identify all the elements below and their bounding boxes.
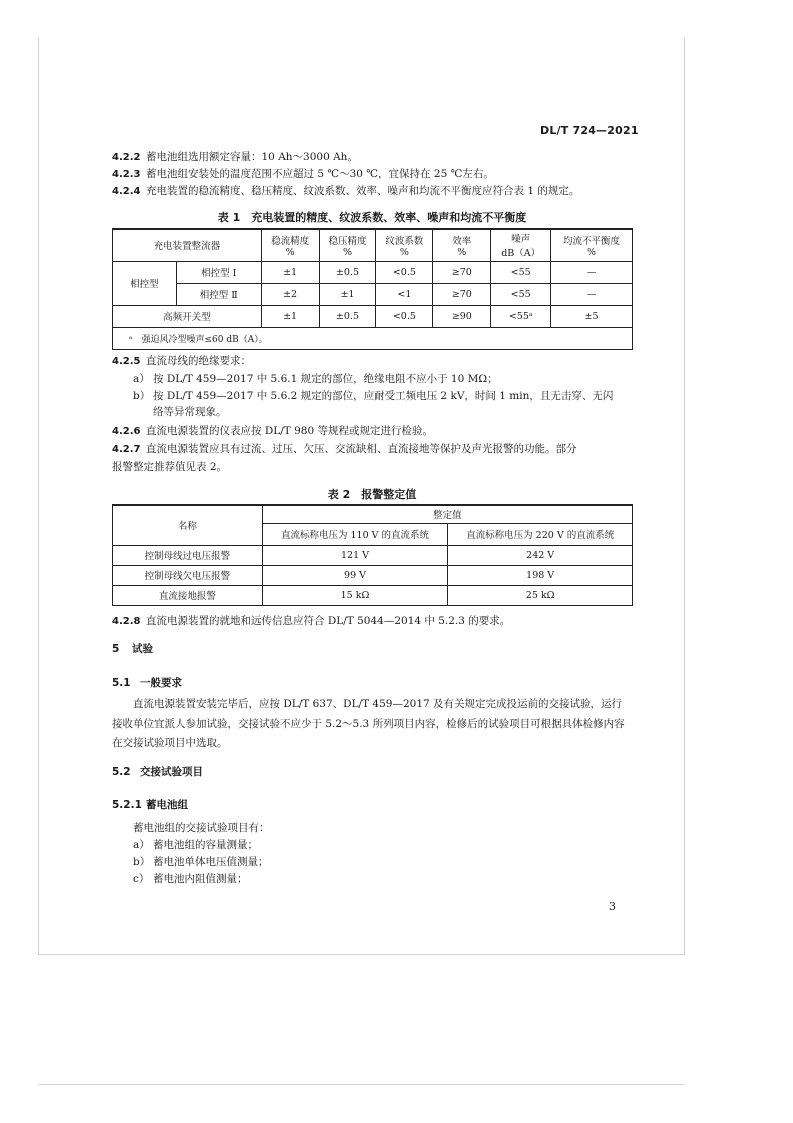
table1-footnote-row — [113, 327, 633, 349]
table1-header-rectifier: 充电装置整流器 — [113, 229, 262, 261]
section-5-2-1-heading: 5.2.1 蓄电池组 — [112, 799, 188, 811]
page-border-left — [38, 38, 39, 955]
table1-footnote: ᵃ 强迫风冷型噪声≤60 dB（A）。 — [113, 327, 633, 349]
section-5-1-paragraph: 直流电源装置安装完毕后，应按 DL/T 637、DL/T 459—2017 及有关规定完成投运前的交接试验，运行接收单位宜派人参加试验，交接试验不应少于 5.2～5.3 所列项目内容，检修后的试验项目可根据具体检修内容在交接试验项目中选取。 — [112, 698, 625, 749]
table-row: 控制母线过电压报警 121 V 242 V — [113, 545, 633, 565]
table1-header-col: 噪声 dB（A） — [491, 229, 551, 261]
table1-header-row — [113, 229, 633, 261]
list-item: b） 按 DL/T 459—2017 中 5.6.2 规定的部位，应耐受工频电压 2 kV，时间 1 min，且无击穿、无闪 — [133, 390, 614, 402]
clause-4-2-3: 4.2.3 蓄电池组安装处的温度范围不应超过 5 ℃～30 ℃，宜保持在 25 ℃左右。 — [112, 168, 494, 180]
page-border-right — [684, 38, 685, 955]
list-item: a） 按 DL/T 459—2017 中 5.6.1 规定的部位，绝缘电阻不应小于 10 MΩ； — [133, 373, 498, 385]
list-item: b） 蓄电池单体电压值测量； — [133, 856, 269, 868]
clause-4-2-5: 4.2.5 直流母线的绝缘要求： — [112, 355, 251, 367]
list-item: c） 蓄电池内阻值测量； — [133, 873, 248, 885]
table2-header-name: 名称 — [113, 505, 263, 545]
clause-4-2-8: 4.2.8 直流电源装置的就地和远传信息应符合 DL/T 5044—2014 中 5.2.3 的要求。 — [112, 615, 511, 627]
table1 — [112, 228, 633, 350]
table-row: 直流接地报警 15 kΩ 25 kΩ — [113, 585, 633, 605]
table2-header-setting: 整定值 — [262, 505, 632, 523]
clause-4-2-6: 4.2.6 直流电源装置的仪表应按 DL/T 980 等规程或规定进行检验。 — [112, 425, 433, 437]
table-row: 相控型 Ⅱ ±2 ±1 <1 ≥70 <55 — — [113, 283, 633, 305]
list-item-continuation: 络等异常现象。 — [153, 406, 227, 418]
table1-header-col: 均流不平衡度 % — [551, 229, 633, 261]
table1-header-col: 效率 % — [433, 229, 491, 261]
clause-4-2-7-continuation: 报警整定推荐值见表 2。 — [112, 461, 228, 473]
page-border-bottom — [38, 954, 685, 955]
section-5-heading: 5 试验 — [112, 643, 153, 655]
document-code: DL/T 724—2021 — [540, 124, 639, 137]
table1-header-col: 稳流精度 % — [261, 229, 319, 261]
table-row: 控制母线欠电压报警 99 V 198 V — [113, 565, 633, 585]
table-row: 高频开关型 ±1 ±0.5 <0.5 ≥90 <55ᵃ ±5 — [113, 305, 633, 327]
table2-header-110: 直流标称电压为 110 V 的直流系统 — [262, 523, 448, 545]
table-row: 相控型 相控型 Ⅰ ±1 ±0.5 <0.5 ≥70 <55 — — [113, 261, 633, 283]
table1-group-label: 相控型 — [113, 261, 177, 305]
table1-header-col: 纹波系数 % — [376, 229, 433, 261]
table1-header-col: 稳压精度 % — [319, 229, 376, 261]
table2-header-row — [113, 505, 633, 523]
page-number: 3 — [609, 900, 616, 913]
table2 — [112, 504, 633, 606]
table1-caption: 表 1 充电装置的精度、纹波系数、效率、噪声和均流不平衡度 — [217, 211, 527, 224]
list-item: a） 蓄电池组的容量测量； — [133, 839, 258, 851]
table2-header-220: 直流标称电压为 220 V 的直流系统 — [448, 523, 633, 545]
clause-4-2-7: 4.2.7 直流电源装置应具有过流、过压、欠压、交流缺相、直流接地等保护及声光报警的功能。部分 — [112, 443, 577, 455]
section-5-1-heading: 5.1 一般要求 — [112, 677, 182, 689]
section-5-2-heading: 5.2 交接试验项目 — [112, 766, 203, 778]
table2-caption: 表 2 报警整定值 — [327, 488, 417, 501]
clause-4-2-2: 4.2.2 蓄电池组选用额定容量：10 Ah～3000 Ah。 — [112, 151, 358, 163]
clause-4-2-4: 4.2.4 充电装置的稳流精度、稳压精度、纹波系数、效率、噪声和均流不平衡度应符合表 1 的规定。 — [112, 185, 580, 197]
next-page-border — [38, 1084, 685, 1085]
section-5-2-1-intro: 蓄电池组的交接试验项目有： — [133, 822, 270, 834]
